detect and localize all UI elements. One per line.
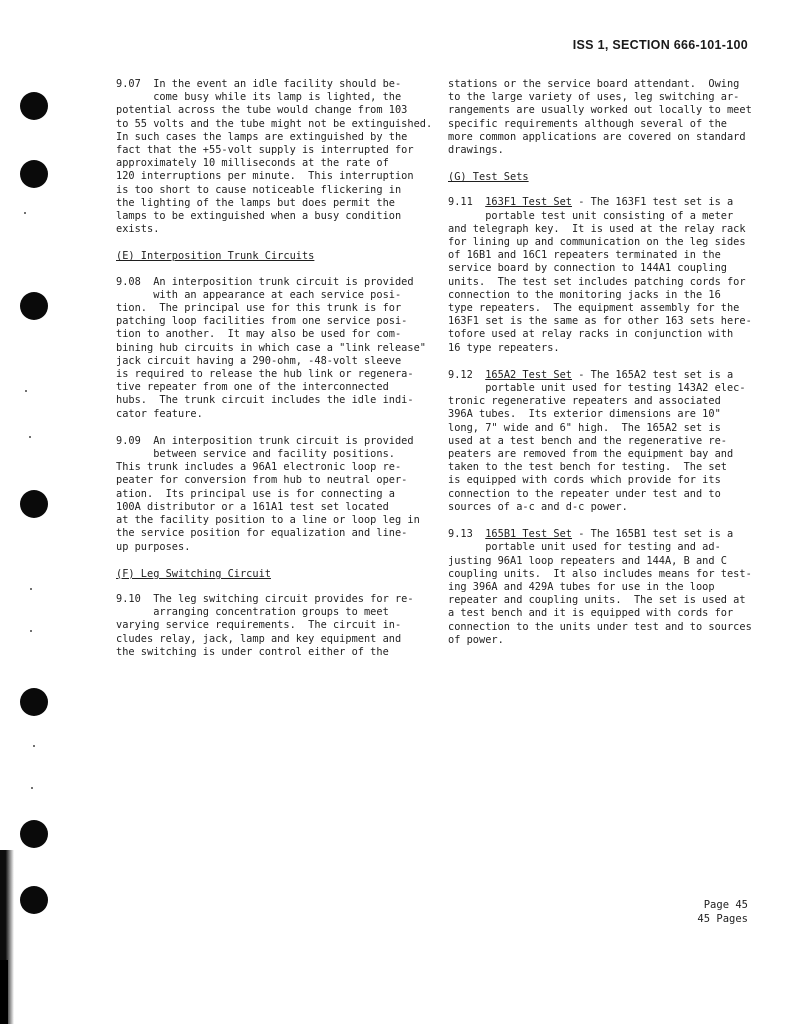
text-line: tion. The principal use for this trunk is for [116,302,402,315]
paragraph-first-line: 9.11 163F1 Test Set - The 163F1 test set is a [448,196,734,209]
scan-speck [31,787,33,789]
scan-speck [25,390,27,392]
page-count: 45 Pages [697,912,748,925]
scan-speck [24,212,26,214]
text-line: arranging concentration groups to meet [116,606,389,619]
text-line: of power. [448,633,504,646]
text-line: taken to the test bench for testing. The set [448,461,727,474]
text-line: 9.07 In the event an idle facility should be- [116,78,402,90]
text-line: is required to release the hub link or regenera- [116,368,414,381]
right-column [448,78,752,661]
scan-speck [33,745,35,747]
text-line: 120 interruptions per minute. This interruption [116,170,414,183]
text-line: for lining up and communication on the leg sides [448,236,746,249]
text-line: sources of a-c and d-c power. [448,500,628,513]
text-line: peater for conversion from hub to neutral oper- [116,474,408,487]
text-line: 9.10 The leg switching circuit provides for re- [116,592,414,605]
text-line: tive repeater from one of the interconnected [116,381,389,394]
text-line: coupling units. It also includes means for test- [448,567,752,580]
text-line: come busy while its lamp is lighted, the [116,91,402,104]
text-line: the lighting of the lamps but does permit the [116,196,395,209]
text-line: hubs. The trunk circuit includes the idle indi- [116,394,414,407]
text-line: fact that the +55-volt supply is interrupted for [116,144,414,157]
text-line: portable unit used for testing and ad- [448,541,721,554]
text-line: tronic regenerative repeaters and associated [448,395,721,408]
text-line: connection to the units under test and to sources [448,620,752,633]
punch-hole [20,292,48,320]
text-line: specific requirements although several of the [448,117,727,130]
scan-speck [30,588,32,590]
text-line: This trunk includes a 96A1 electronic loop re- [116,461,402,474]
text-line: more common applications are covered on standard [448,130,746,143]
text-line: used at a test bench and the regenerative re- [448,434,727,447]
text-line: up purposes. [116,540,191,553]
scan-edge-shadow [0,960,8,1024]
text-line: peaters are removed from the equipment bay and [448,448,734,461]
punch-hole [20,490,48,518]
text-line: justing 96A1 loop repeaters and 144A, B and C [448,554,727,567]
text-line: of 16B1 and 16C1 repeaters terminated in the [448,249,721,262]
paragraph-9-12 [448,369,748,514]
paragraph-9-08 [116,275,426,421]
heading-leg-switching-circuit: (F) Leg Switching Circuit [116,567,271,580]
text-line: with an appearance at each service posi- [116,288,402,301]
paragraph-first-line: 9.12 165A2 Test Set - The 165A2 test set is a [448,368,734,381]
text-line: to the large variety of uses, leg switching ar- [448,91,740,104]
text-line: lamps to be extinguished when a busy condition [116,210,402,223]
text-line: at the facility position to a line or loop leg in [116,514,420,527]
text-line: is too short to cause noticeable flickering in [116,183,402,196]
text-line: patching loop facilities from one service posi- [116,315,408,328]
punch-hole [20,688,48,716]
text-line: type repeaters. The equipment assembly for the [448,302,740,315]
text-line: varying service requirements. The circuit in- [116,619,402,632]
text-line: tion to another. It may also be used for com- [116,328,402,341]
left-column [116,78,433,673]
punch-hole [20,92,48,120]
text-line: approximately 10 milliseconds at the rate of [116,157,389,170]
page-footer [697,899,748,926]
paragraph-9-09 [116,434,420,554]
scan-speck [30,630,32,632]
punch-hole [20,886,48,914]
text-line: exists. [116,223,160,236]
paragraph-9-10-continued [448,78,752,157]
text-line: between service and facility positions. [116,448,395,461]
text-line: cator feature. [116,407,203,420]
text-line: repeater and coupling units. The set is used at [448,594,746,607]
text-line: cludes relay, jack, lamp and key equipment and [116,632,402,645]
paragraph-9-11 [448,196,752,354]
text-line: stations or the service board attendant. Owing [448,78,740,90]
text-line: a test bench and it is equipped with cords for [448,607,734,620]
text-line: 396A tubes. Its exterior dimensions are 10" [448,408,721,421]
scan-speck [29,436,31,438]
section-header: ISS 1, SECTION 666-101-100 [572,38,748,52]
text-line: tofore used at relay racks in conjunction with [448,328,734,341]
text-line: 9.09 An interposition trunk circuit is provided [116,434,414,447]
test-set-title: 165B1 Test Set [485,528,573,541]
text-line: 163F1 set is the same as for other 163 sets here- [448,315,752,328]
paragraph-first-line: 9.13 165B1 Test Set - The 165B1 test set is a [448,528,734,541]
test-set-title: 165A2 Test Set [485,368,573,381]
text-line: the service position for equalization and line- [116,527,408,540]
text-line: portable unit used for testing 143A2 elec- [448,382,746,395]
punch-hole [20,160,48,188]
text-line: ation. Its principal use is for connecting a [116,487,395,500]
text-line: units. The test set includes patching cords for [448,275,746,288]
heading-interposition-trunk-circuits: (E) Interposition Trunk Circuits [116,250,315,263]
text-line: long, 7" wide and 6" high. The 165A2 set is [448,421,721,434]
text-line: 16 type repeaters. [448,341,560,354]
text-line: potential across the tube would change from 103 [116,104,408,117]
test-set-title: 163F1 Test Set [485,196,573,209]
text-line: 100A distributor or a 161A1 test set located [116,500,389,513]
punch-hole [20,820,48,848]
text-line: to 55 volts and the tube might not be extinguished. [116,117,433,130]
text-line: drawings. [448,144,504,157]
paragraph-9-13 [448,528,752,647]
text-line: service board by connection to 144A1 coupling [448,262,727,275]
text-line: ing 396A and 429A tubes for use in the loop [448,580,715,593]
text-line: portable test unit consisting of a meter [448,209,734,222]
text-line: and telegraph key. It is used at the relay rack [448,222,746,235]
text-line: rangements are usually worked out locally to meet [448,104,752,117]
text-line: 9.08 An interposition trunk circuit is provided [116,275,414,288]
text-line: jack circuit having a 290-ohm, -48-volt sleeve [116,354,402,367]
text-line: is equipped with cords which provide for its [448,474,721,487]
text-line: In such cases the lamps are extinguished by the [116,130,408,143]
paragraph-9-07 [116,78,433,236]
paragraph-9-10 [116,593,416,659]
text-line: connection to the monitoring jacks in the 16 [448,288,721,301]
page-number: Page 45 [703,899,748,911]
text-line: bining hub circuits in which case a "link release" [116,341,426,354]
text-line: connection to the repeater under test and to [448,487,721,500]
heading-test-sets: (G) Test Sets [448,171,529,184]
text-line: the switching is under control either of the [116,645,389,658]
